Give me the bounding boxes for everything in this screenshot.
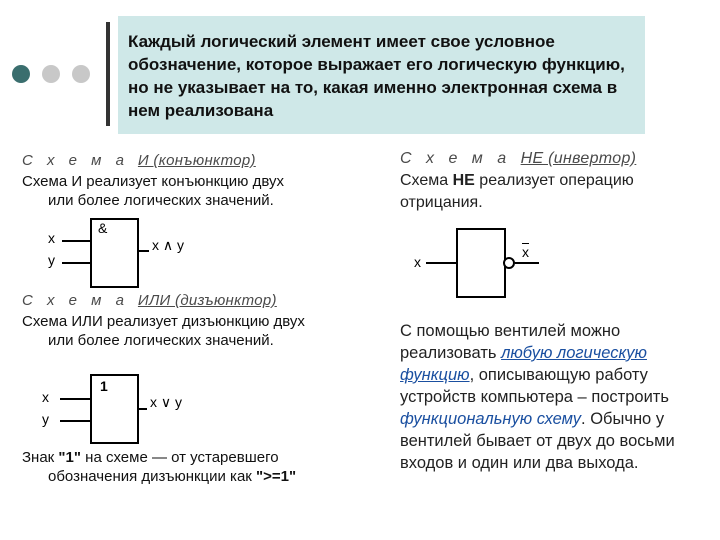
or-note-part2: на схеме — от устаревшего (81, 449, 279, 466)
or-title-prefix: С х е м а (22, 292, 129, 309)
or-note-line1 (22, 448, 296, 467)
not-input-line (426, 262, 456, 264)
not-output-label: $\overline{x}$ (522, 244, 529, 260)
or-input-x-line (60, 398, 90, 400)
decor-dot-dark (12, 65, 30, 83)
not-inversion-circle (503, 257, 515, 269)
not-desc-bold: НЕ (452, 172, 475, 189)
or-section-title (22, 292, 277, 309)
or-input-y-line (60, 420, 90, 422)
gates-line7: входов и один или два выхода. (400, 454, 639, 472)
link-function[interactable]: функцию (400, 366, 470, 384)
and-input-y-label: y (48, 252, 55, 268)
gates-line1: С помощью вентилей можно (400, 322, 621, 340)
link-any-logic-function[interactable]: любую логическую (501, 344, 647, 362)
and-section-title (22, 152, 256, 169)
link-functional-scheme[interactable]: функциональную схему (400, 410, 582, 428)
or-output-label: x ∨ y (150, 394, 183, 410)
and-title-prefix: С х е м а (22, 152, 129, 169)
or-note-line2-text: обозначения дизъюнкции как (48, 468, 257, 485)
not-title-prefix: С х е м а (400, 150, 512, 167)
or-output-line (137, 408, 147, 410)
gates-line3 (400, 364, 675, 386)
not-title-name: НЕ (инвертор) (520, 150, 637, 167)
not-gate (456, 228, 506, 298)
gates-line2 (400, 342, 675, 364)
not-desc-b: реализует операцию (474, 172, 634, 189)
gates-paragraph (400, 320, 675, 474)
or-note (22, 448, 296, 486)
and-input-x-label: x (48, 230, 55, 246)
header-text: Каждый логический элемент имеет свое условное обозначение, которое выражает его логическую функцию, но не указывает на то, какая именно электронная схема в нем реализована (128, 32, 625, 120)
and-description (22, 172, 284, 210)
or-title-name: ИЛИ (дизъюнктор) (137, 292, 277, 309)
decor-vertical-bar (106, 22, 110, 126)
or-gate-symbol: 1 (100, 378, 108, 394)
decor-dot-light (42, 65, 60, 83)
or-note-line2 (22, 467, 296, 486)
or-input-y-label: y (42, 411, 49, 427)
gates-line6: вентилей бывает от двух до восьми (400, 432, 675, 450)
and-title-name: И (конъюнктор) (137, 152, 256, 169)
gates-line3b: , описывающую работу (469, 366, 648, 384)
and-desc-line1: Схема И реализует конъюнкцию двух (22, 173, 284, 190)
or-gate (90, 374, 139, 444)
and-desc-line2: или более логических значений. (48, 192, 274, 209)
or-note-quote1: "1" (58, 449, 81, 466)
and-output-label: x ∧ y (152, 237, 185, 253)
and-output-line (137, 250, 149, 252)
or-note-part1: Знак (22, 449, 59, 466)
or-desc-line1: Схема ИЛИ реализует дизъюнкцию двух (22, 313, 305, 330)
not-desc-line1 (400, 170, 634, 192)
and-input-x-line (62, 240, 90, 242)
gates-line2a: реализовать (400, 344, 502, 362)
gates-line4: устройств компьютера – построить (400, 388, 669, 406)
or-description (22, 312, 305, 350)
not-section-title (400, 150, 636, 168)
and-gate-symbol: & (98, 220, 108, 236)
gates-line5b: . Обычно у (581, 410, 665, 428)
not-output-line (515, 262, 539, 264)
or-note-quote2: ">=1" (256, 468, 297, 485)
decor-dot-light (72, 65, 90, 83)
or-input-x-label: x (42, 389, 49, 405)
or-desc-line2: или более логических значений. (48, 332, 274, 349)
gates-line5 (400, 408, 675, 430)
not-description (400, 170, 634, 214)
not-desc-line2: отрицания. (400, 194, 483, 211)
not-input-label: x (414, 254, 421, 270)
and-input-y-line (62, 262, 90, 264)
not-desc-a: Схема (400, 172, 453, 189)
